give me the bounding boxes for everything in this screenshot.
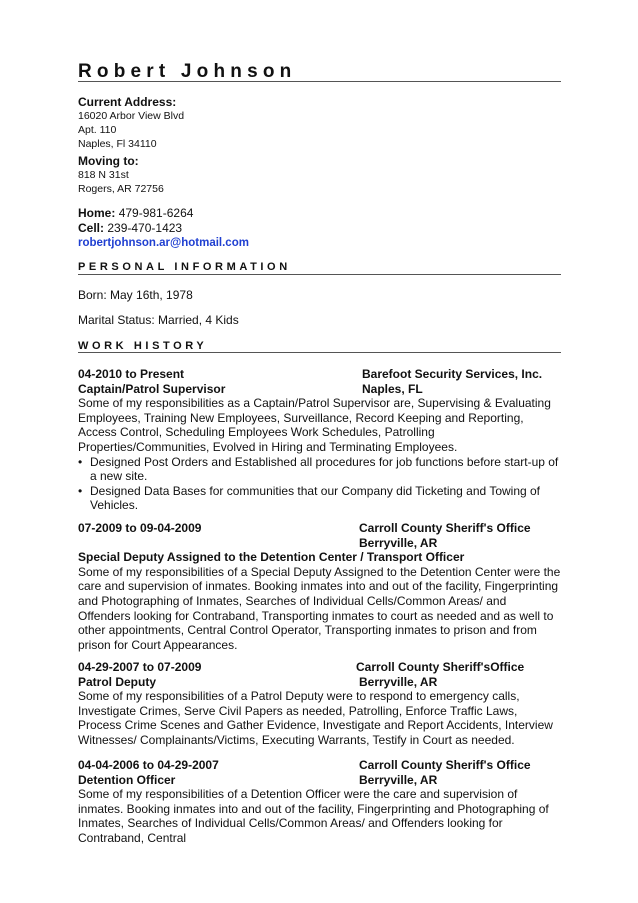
moving-to-line: Rogers, AR 72756 [78, 183, 164, 195]
job-header-row [78, 758, 561, 773]
job-employer: Carroll County Sheriff's Office [359, 758, 531, 772]
job-description: Some of my responsibilities of a Special Deputy Assigned to the Detention Center were the care and supervision of inmates. Booking inmates into and out of the facility, Fingerprinting and Photographing of Inmates, Searches of Individual Cells/Common Areas/ and Offenders looking for Contraband, Transporting inmates to court as needed and as well to other appointments, Central Control Operator, Transporting inmates to prison and from prison for Court Appearances. [78, 564, 561, 652]
job-dates: 07-2009 to 09-04-2009 [78, 521, 202, 535]
home-phone-label: Home: [78, 206, 116, 220]
job-employer: Barefoot Security Services, Inc. [362, 367, 543, 381]
name-divider [78, 81, 561, 82]
job-header-row [78, 536, 561, 551]
moving-to-block [78, 154, 561, 196]
job-dates: 04-04-2006 to 04-29-2007 [78, 758, 219, 772]
job-dates: 04-29-2007 to 07-2009 [78, 660, 202, 674]
job-title: Special Deputy Assigned to the Detention Center / Transport Officer [78, 550, 465, 565]
personal-info-heading: PERSONAL INFORMATION [78, 261, 291, 273]
job-header-row [78, 675, 561, 690]
current-address-label: Current Address: [78, 95, 177, 109]
bullet-icon: • [78, 483, 83, 498]
born-text: Born: May 16th, 1978 [78, 288, 193, 302]
job-bullet-list [78, 455, 561, 513]
job-location: Naples, FL [362, 381, 423, 396]
job-bullet-text: Designed Post Orders and Established all procedures for job functions before start-up of a new site. [90, 454, 559, 484]
job-header-row [78, 367, 561, 382]
current-address-line: 16020 Arbor View Blvd [78, 110, 185, 122]
job-header-row [78, 660, 561, 675]
job-description: Some of my responsibilities as a Captain/Patrol Supervisor are, Supervising & Evaluating Employees, Training New Employees, Surveillance, Record Keeping and Reporting, Access Control, Scheduling Employees Work Schedules, Patrolling Properties/Communities, Evolved in Hiring and Terminating Employees. [78, 396, 551, 454]
job-title: Detention Officer [78, 772, 176, 787]
job-description: Some of my responsibilities of a Patrol Deputy were to respond to emergency calls, Investigate Crimes, Serve Civil Papers as needed, Patrolling, Enforce Traffic Laws, Process Crime Scenes and Gather Evidence, Investigate and Report Accidents, Interview Witnesses/ Complainants/Victims, Executing Warrants, Testify in Court as needed. [78, 689, 553, 747]
job-title: Patrol Deputy [78, 674, 157, 689]
job-location: Berryville, AR [359, 674, 438, 689]
current-address-line: Apt. 110 [78, 124, 117, 136]
job-bullet [78, 455, 561, 484]
job-bullet-text: Designed Data Bases for communities that our Company did Ticketing and Towing of Vehicles. [90, 483, 541, 513]
job-employer: Carroll County Sheriff's Office [359, 521, 531, 535]
job-location: Berryville, AR [359, 772, 438, 787]
work-history-heading: WORK HISTORY [78, 340, 208, 352]
job-entry [78, 758, 561, 846]
cell-phone-label: Cell: [78, 221, 105, 235]
contact-block [78, 206, 561, 251]
job-employer: Carroll County Sheriff'sOffice [356, 660, 525, 674]
job-title: Captain/Patrol Supervisor [78, 381, 226, 396]
home-phone-value: 479-981-6264 [118, 206, 194, 220]
home-phone [78, 206, 561, 221]
job-entry [78, 521, 561, 652]
job-header-row [78, 773, 561, 788]
moving-to-label: Moving to: [78, 154, 139, 168]
job-header-row [78, 382, 561, 397]
job-header-row [78, 521, 561, 536]
candidate-name: Robert Johnson [78, 61, 297, 82]
job-entry [78, 367, 561, 513]
cell-phone [78, 221, 561, 236]
job-location: Berryville, AR [359, 535, 438, 550]
work-history-divider [78, 352, 561, 353]
job-dates: 04-2010 to Present [78, 367, 185, 381]
personal-info-divider [78, 274, 561, 275]
current-address-block [78, 95, 561, 151]
moving-to-line: 818 N 31st [78, 169, 129, 181]
job-description: Some of my responsibilities of a Detention Officer were the care and supervision of inmates. Booking inmates into and out of the facility, Fingerprinting and Photographing of Inmates, Searches of Individual Cells/Common Areas/ and Offenders looking for Contraband, Central [78, 787, 549, 845]
current-address-line: Naples, Fl 34110 [78, 138, 157, 150]
cell-phone-value: 239-470-1423 [107, 221, 183, 235]
job-bullet [78, 484, 561, 513]
email-link[interactable]: robertjohnson.ar@hotmail.com [78, 237, 249, 249]
marital-status-text: Marital Status: Married, 4 Kids [78, 313, 239, 327]
bullet-icon: • [78, 454, 83, 469]
job-entry [78, 660, 561, 748]
